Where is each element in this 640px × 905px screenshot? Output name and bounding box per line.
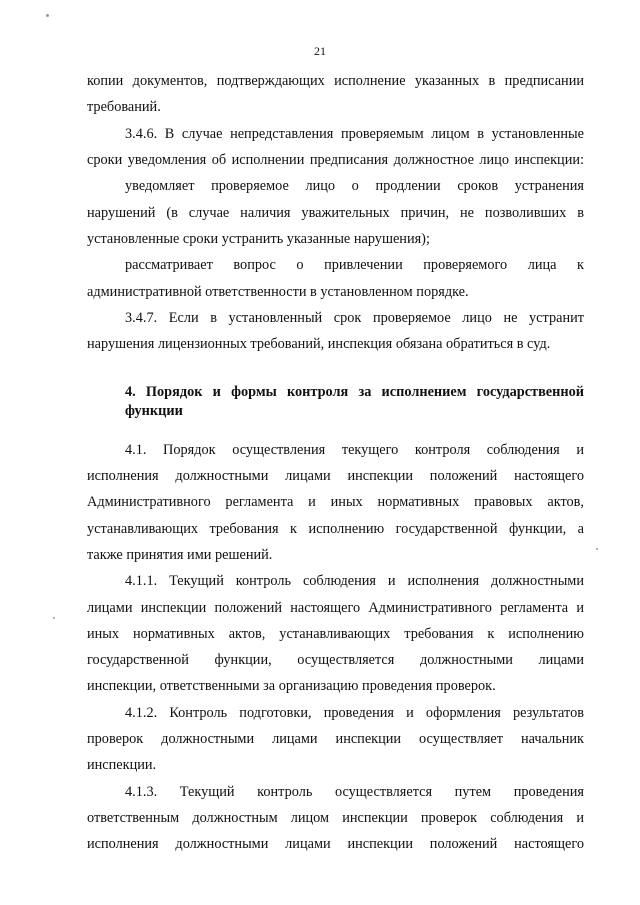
page-number: 21 bbox=[314, 44, 326, 58]
text-line: инспекции. bbox=[87, 757, 157, 773]
text-line: устанавливающих требования к исполнению государственной функции, а bbox=[87, 521, 584, 537]
text-line: установленные сроки устранить указанные нарушения); bbox=[87, 231, 430, 247]
text-line: 4.1.1. Текущий контроль соблюдения и исполнения должностными bbox=[125, 573, 584, 589]
scan-speck bbox=[596, 548, 598, 550]
scan-speck bbox=[53, 617, 55, 619]
text-line: уведомляет проверяемое лицо о продлении сроков устранения bbox=[125, 178, 584, 194]
text-line: требований. bbox=[87, 99, 161, 115]
text-line: 4.1.3. Текущий контроль осуществляется путем проведения bbox=[125, 784, 584, 800]
text-line: инспекции, ответственными за организацию проведения проверок. bbox=[87, 678, 496, 694]
text-line: сроки уведомления об исполнении предписания должностное лицо инспекции: bbox=[87, 152, 584, 168]
section-heading: функции bbox=[125, 403, 183, 419]
scan-speck bbox=[46, 14, 49, 17]
text-line: 3.4.7. Если в установленный срок проверяемое лицо не устранит bbox=[125, 310, 584, 326]
text-line: рассматривает вопрос о привлечении проверяемого лица к bbox=[125, 257, 584, 273]
text-line: исполнения должностными лицами инспекции положений настоящего bbox=[87, 468, 584, 484]
text-line: административной ответственности в установленном порядке. bbox=[87, 284, 469, 300]
text-line: нарушения лицензионных требований, инспекция обязана обратиться в суд. bbox=[87, 336, 551, 352]
text-line: иных нормативных актов, устанавливающих требования к исполнению bbox=[87, 626, 584, 642]
text-line: также принятия ими решений. bbox=[87, 547, 273, 563]
section-heading: 4. Порядок и формы контроля за исполнением государственной bbox=[125, 384, 584, 400]
text-line: 3.4.6. В случае непредставления проверяемым лицом в установленные bbox=[125, 126, 584, 142]
text-line: лицами инспекции положений настоящего Административного регламента и bbox=[87, 600, 584, 616]
text-line: копии документов, подтверждающих исполнение указанных в предписании bbox=[87, 73, 584, 89]
text-line: 4.1. Порядок осуществления текущего контроля соблюдения и bbox=[125, 442, 584, 458]
text-line: ответственным должностным лицом инспекции проверок соблюдения и bbox=[87, 810, 584, 826]
text-line: нарушений (в случае наличия уважительных причин, не позволивших в bbox=[87, 205, 584, 221]
text-line: 4.1.2. Контроль подготовки, проведения и оформления результатов bbox=[125, 705, 584, 721]
text-line: исполнения должностными лицами инспекции положений настоящего bbox=[87, 836, 584, 852]
text-line: проверок должностными лицами инспекции осуществляет начальник bbox=[87, 731, 584, 747]
text-line: Административного регламента и иных нормативных правовых актов, bbox=[87, 494, 584, 510]
text-line: государственной функции, осуществляется должностными лицами bbox=[87, 652, 584, 668]
